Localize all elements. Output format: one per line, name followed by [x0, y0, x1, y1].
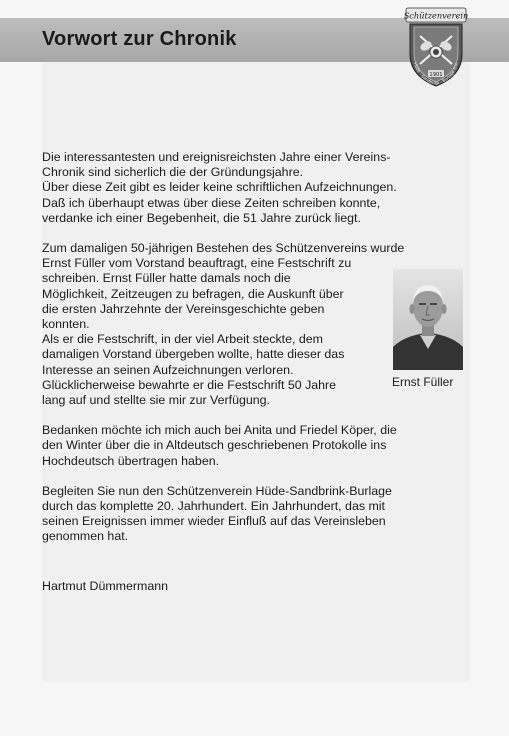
text-line: Zum damaligen 50-jährigen Bestehen des Schützenvereins wurde	[42, 241, 405, 256]
text-line: Bedanken möchte ich mich auch bei Anita und Friedel Köper, die	[42, 423, 397, 438]
text-line: den Winter über die in Altdeutsch geschriebenen Protokolle ins	[42, 438, 387, 453]
emblem-name: Schützenverein	[404, 10, 468, 21]
text-line: Ernst Füller vom Vorstand beauftragt, eine Festschrift zu	[42, 256, 352, 271]
author-signature: Hartmut Dümmermann	[42, 579, 168, 593]
text-line: Die interessantesten und ereignisreichsten Jahre einer Vereins-	[42, 150, 391, 164]
text-line: Über diese Zeit gibt es leider keine schriftlichen Aufzeichnungen.	[42, 180, 397, 195]
text-line: Daß ich überhaupt etwas über diese Zeiten schreiben konnte,	[42, 195, 381, 210]
text-line: die ersten Jahrzehnte der Vereinsgeschichte geben	[42, 301, 325, 316]
club-emblem	[404, 6, 468, 88]
text-line: Chronik sind sicherlich die der Gründungsjahre.	[42, 165, 304, 180]
text-line: Glücklicherweise bewahrte er die Festschrift 50 Jahre	[42, 377, 337, 392]
text-line: durch das komplette 20. Jahrhundert. Ein Jahrhundert, das mit	[42, 499, 385, 514]
text-line: Als er die Festschrift, in der viel Arbeit steckte, dem	[42, 332, 323, 347]
emblem-year: 1901	[429, 71, 443, 78]
paragraph-1	[42, 150, 472, 226]
text-line: seinen Ereignissen immer wieder Einfluß auf das Vereinsleben	[42, 514, 386, 529]
photo-caption: Ernst Füller	[392, 375, 454, 389]
text-line: Begleiten Sie nun den Schützenverein Hüde-Sandbrink-Burlage	[42, 483, 392, 498]
text-line: konnten.	[42, 317, 90, 332]
page-title: Vorwort zur Chronik	[42, 28, 237, 50]
text-line: Möglichkeit, Zeitzeugen zu befragen, die Auskunft über	[42, 286, 344, 301]
paragraph-4	[42, 484, 472, 545]
text-line: verdanke ich einer Begebenheit, die 51 Jahre zurück liegt.	[42, 210, 361, 225]
portrait-photo	[393, 269, 463, 370]
portrait-image	[393, 269, 463, 370]
text-line: lang auf und stellte sie mir zur Verfügung.	[42, 393, 270, 408]
paragraph-3	[42, 423, 472, 469]
text-line: Interesse an seinen Aufzeichnungen verloren.	[42, 362, 294, 377]
text-line: damaligen Vorstand übergeben wollte, hatte dieser das	[42, 347, 345, 362]
emblem-ring-text: Hüde - Sandbrink - Burlage e.V.	[412, 61, 460, 87]
text-line: schreiben. Ernst Füller hatte damals noch die	[42, 271, 291, 286]
text-line: genommen hat.	[42, 529, 129, 544]
text-line: Hochdeutsch übertragen haben.	[42, 453, 220, 468]
